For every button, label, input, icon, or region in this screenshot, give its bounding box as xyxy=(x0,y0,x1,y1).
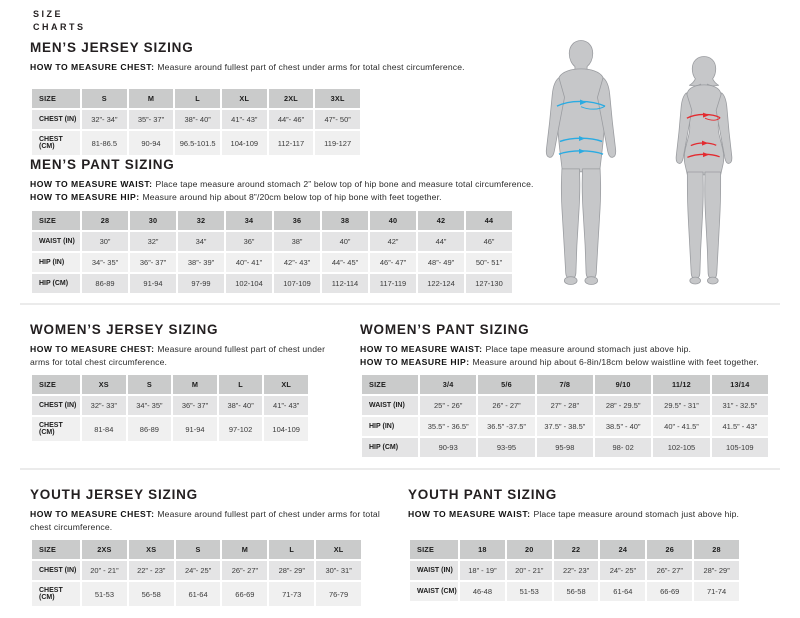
size-table-row xyxy=(362,417,768,436)
size-value-cell: 38”- 40” xyxy=(219,396,263,415)
size-value-cell: 26”- 27” xyxy=(647,561,692,580)
size-value-cell: 66-69 xyxy=(647,582,692,601)
size-table-header-row xyxy=(410,540,739,559)
size-value-cell: 71-74 xyxy=(694,582,739,601)
size-value-cell: 32”- 34” xyxy=(82,110,127,129)
size-table-header-row xyxy=(32,89,360,108)
size-value-cell: 51-53 xyxy=(507,582,552,601)
size-value-cell: 36”- 37” xyxy=(130,253,176,272)
size-value-cell: 38”- 39” xyxy=(178,253,224,272)
size-column-label: SIZE xyxy=(32,375,80,394)
size-header-cell: 42 xyxy=(418,211,464,230)
size-value-cell: 25” - 26” xyxy=(420,396,476,415)
size-header-cell: 3/4 xyxy=(420,375,476,394)
size-header-cell: L xyxy=(175,89,220,108)
measure-note-label: HOW TO MEASURE WAIST: xyxy=(30,179,156,190)
measurement-row-label: CHEST (IN) xyxy=(32,396,80,415)
size-value-cell: 56-58 xyxy=(554,582,599,601)
size-value-cell: 107-109 xyxy=(274,274,320,293)
size-value-cell: 104-109 xyxy=(222,131,267,155)
size-table-row xyxy=(32,274,512,293)
size-value-cell: 32” xyxy=(130,232,176,251)
size-value-cell: 127-130 xyxy=(466,274,512,293)
size-header-cell: 36 xyxy=(274,211,320,230)
size-table xyxy=(360,373,770,459)
size-value-cell: 40”- 41” xyxy=(226,253,272,272)
size-header-cell: 22 xyxy=(554,540,599,559)
size-header-cell: 5/6 xyxy=(478,375,534,394)
size-header-cell: XL xyxy=(222,89,267,108)
measurement-row-label: WAIST (IN) xyxy=(32,232,80,251)
size-value-cell: 41”- 43” xyxy=(222,110,267,129)
measurement-row-label: CHEST (IN) xyxy=(32,110,80,129)
measure-note-label: HOW TO MEASURE CHEST: xyxy=(30,509,158,520)
size-value-cell: 117-119 xyxy=(370,274,416,293)
size-value-cell: 104-109 xyxy=(264,417,308,441)
size-header-cell: 40 xyxy=(370,211,416,230)
size-value-cell: 36.5” -37.5” xyxy=(478,417,534,436)
size-value-cell: 28” - 29.5” xyxy=(595,396,651,415)
size-table-row xyxy=(32,110,360,129)
measurement-row-label: HIP (CM) xyxy=(362,438,418,457)
measure-note-text: Place tape measure around stomach just above hip. xyxy=(533,509,740,520)
size-table xyxy=(30,87,362,157)
size-table-header-row xyxy=(362,375,768,394)
size-header-cell: XS xyxy=(82,375,126,394)
size-table-header-row xyxy=(32,211,512,230)
section-notes xyxy=(408,508,772,521)
mens-pant-table-wrap xyxy=(30,209,514,295)
section-notes xyxy=(30,508,380,534)
size-header-cell: 3XL xyxy=(315,89,360,108)
size-value-cell: 122-124 xyxy=(418,274,464,293)
youth-pant-table-wrap xyxy=(408,538,741,603)
size-value-cell: 26”- 27” xyxy=(222,561,267,580)
womens-jersey-section xyxy=(30,323,330,443)
measure-note-label: HOW TO MEASURE CHEST: xyxy=(30,344,158,355)
section-notes xyxy=(360,343,772,369)
measure-note-label: HOW TO MEASURE CHEST: xyxy=(30,62,158,73)
size-value-cell: 61-64 xyxy=(176,582,221,606)
size-value-cell: 42” xyxy=(370,232,416,251)
size-value-cell: 102-104 xyxy=(226,274,272,293)
size-header-cell: XL xyxy=(264,375,308,394)
section-title: WOMEN’S JERSEY SIZING xyxy=(30,322,219,337)
measurement-row-label: HIP (CM) xyxy=(32,274,80,293)
size-header-cell: S xyxy=(128,375,172,394)
size-value-cell: 71-73 xyxy=(269,582,314,606)
size-value-cell: 30” xyxy=(82,232,128,251)
size-value-cell: 91-94 xyxy=(173,417,217,441)
size-table-row xyxy=(32,561,361,580)
size-value-cell: 47”- 50” xyxy=(315,110,360,129)
section-notes xyxy=(30,178,560,204)
measure-note-label: HOW TO MEASURE HIP: xyxy=(30,192,143,203)
size-value-cell: 93-95 xyxy=(478,438,534,457)
size-header-cell: 13/14 xyxy=(712,375,768,394)
size-value-cell: 34”- 35” xyxy=(128,396,172,415)
size-value-cell: 112-117 xyxy=(269,131,314,155)
size-value-cell: 46” xyxy=(466,232,512,251)
size-header-cell: 2XS xyxy=(82,540,127,559)
measure-note-text: Place tape measure around stomach 2” below top of hip bone and measure total circumference. xyxy=(155,179,534,190)
measurement-row-label: CHEST (CM) xyxy=(32,131,80,155)
size-header-cell: L xyxy=(269,540,314,559)
size-value-cell: 41.5” - 43” xyxy=(712,417,768,436)
page-title-line2: CHARTS xyxy=(33,21,86,32)
size-value-cell: 20” - 21” xyxy=(507,561,552,580)
size-value-cell: 44”- 45” xyxy=(322,253,368,272)
male-silhouette xyxy=(532,37,630,289)
measure-note xyxy=(30,508,380,534)
size-column-label: SIZE xyxy=(32,540,80,559)
size-value-cell: 38.5” - 40” xyxy=(595,417,651,436)
size-value-cell: 28”- 29” xyxy=(269,561,314,580)
size-table-row xyxy=(410,561,739,580)
measurement-row-label: CHEST (IN) xyxy=(32,561,80,580)
size-value-cell: 46-48 xyxy=(460,582,505,601)
size-table-row xyxy=(362,396,768,415)
size-value-cell: 36” xyxy=(226,232,272,251)
page-title-line1: SIZE xyxy=(33,9,64,19)
size-value-cell: 24”- 25” xyxy=(176,561,221,580)
size-header-cell: L xyxy=(219,375,263,394)
size-header-cell: 28 xyxy=(694,540,739,559)
measurement-row-label: CHEST (CM) xyxy=(32,582,80,606)
size-header-cell: 18 xyxy=(460,540,505,559)
size-value-cell: 42”- 43” xyxy=(274,253,320,272)
size-value-cell: 44”- 46” xyxy=(269,110,314,129)
size-value-cell: 31” - 32.5” xyxy=(712,396,768,415)
section-title: YOUTH PANT SIZING xyxy=(408,487,558,502)
measure-note-text: Measure around fullest part of chest under arms for total chest circumference. xyxy=(157,62,465,73)
size-header-cell: 24 xyxy=(600,540,645,559)
size-value-cell: 48”- 49” xyxy=(418,253,464,272)
size-value-cell: 97-99 xyxy=(178,274,224,293)
size-value-cell: 34” xyxy=(178,232,224,251)
measurement-row-label: HIP (IN) xyxy=(32,253,80,272)
size-value-cell: 41”- 43” xyxy=(264,396,308,415)
size-header-cell: 7/8 xyxy=(537,375,593,394)
male-body-shape xyxy=(546,41,615,285)
size-value-cell: 46”- 47” xyxy=(370,253,416,272)
size-value-cell: 26” - 27” xyxy=(478,396,534,415)
mens-jersey-section xyxy=(30,41,560,153)
youth-pant-section xyxy=(408,488,772,613)
measure-note xyxy=(30,191,560,204)
size-header-cell: M xyxy=(222,540,267,559)
womens-jersey-table-wrap xyxy=(30,373,310,443)
size-value-cell: 90-93 xyxy=(420,438,476,457)
size-header-cell: 38 xyxy=(322,211,368,230)
size-column-label: SIZE xyxy=(362,375,418,394)
size-value-cell: 27” - 28” xyxy=(537,396,593,415)
size-header-cell: 9/10 xyxy=(595,375,651,394)
size-header-cell: S xyxy=(176,540,221,559)
size-value-cell: 37.5” - 38.5” xyxy=(537,417,593,436)
size-header-cell: M xyxy=(173,375,217,394)
size-table-header-row xyxy=(32,540,361,559)
section-title: YOUTH JERSEY SIZING xyxy=(30,487,198,502)
size-table-row xyxy=(32,582,361,606)
size-value-cell: 24”- 25” xyxy=(600,561,645,580)
size-value-cell: 86-89 xyxy=(82,274,128,293)
size-value-cell: 81-86.5 xyxy=(82,131,127,155)
measure-note xyxy=(360,343,772,356)
size-value-cell: 96.5-101.5 xyxy=(175,131,220,155)
size-table-row xyxy=(32,253,512,272)
size-value-cell: 91-94 xyxy=(130,274,176,293)
size-value-cell: 86-89 xyxy=(128,417,172,441)
size-header-cell: 44 xyxy=(466,211,512,230)
size-table-row xyxy=(32,232,512,251)
measurement-row-label: WAIST (IN) xyxy=(362,396,418,415)
section-notes xyxy=(30,61,560,74)
size-column-label: SIZE xyxy=(32,89,80,108)
size-value-cell: 95-98 xyxy=(537,438,593,457)
size-header-cell: XL xyxy=(316,540,361,559)
measure-note xyxy=(408,508,772,521)
section-divider xyxy=(20,468,780,470)
measure-note xyxy=(30,178,560,191)
measure-note-text: Measure around hip about 8”/20cm below top of hip bone with feet together. xyxy=(142,192,442,203)
size-header-cell: 28 xyxy=(82,211,128,230)
measurement-row-label: WAIST (IN) xyxy=(410,561,458,580)
measure-note xyxy=(360,356,772,369)
measure-note xyxy=(30,61,560,74)
size-column-label: SIZE xyxy=(32,211,80,230)
measurement-row-label: HIP (IN) xyxy=(362,417,418,436)
size-header-cell: 30 xyxy=(130,211,176,230)
size-value-cell: 66-69 xyxy=(222,582,267,606)
size-value-cell: 51-53 xyxy=(82,582,127,606)
size-table xyxy=(30,209,514,295)
measure-note-text: Measure around fullest part of chest under arms for total chest circumference. xyxy=(30,509,380,533)
measure-note xyxy=(30,343,330,369)
size-value-cell: 105-109 xyxy=(712,438,768,457)
size-table-row xyxy=(32,396,308,415)
size-value-cell: 28”- 29” xyxy=(694,561,739,580)
size-value-cell: 81-84 xyxy=(82,417,126,441)
size-value-cell: 44” xyxy=(418,232,464,251)
size-value-cell: 112-114 xyxy=(322,274,368,293)
size-header-cell: 11/12 xyxy=(653,375,709,394)
size-value-cell: 18” - 19” xyxy=(460,561,505,580)
size-header-cell: 20 xyxy=(507,540,552,559)
size-header-cell: 2XL xyxy=(269,89,314,108)
size-table-header-row xyxy=(32,375,308,394)
size-value-cell: 30”- 31” xyxy=(316,561,361,580)
size-value-cell: 34”- 35” xyxy=(82,253,128,272)
size-header-cell: M xyxy=(129,89,174,108)
measure-note-text: Measure around fullest part of chest under arms for total chest circumference. xyxy=(30,344,326,368)
size-value-cell: 38” xyxy=(274,232,320,251)
page-title xyxy=(33,8,86,33)
size-value-cell: 98- 02 xyxy=(595,438,651,457)
size-value-cell: 76-79 xyxy=(316,582,361,606)
section-title: MEN’S JERSEY SIZING xyxy=(30,40,194,55)
size-table-row xyxy=(32,417,308,441)
size-header-cell: 26 xyxy=(647,540,692,559)
size-value-cell: 40” - 41.5” xyxy=(653,417,709,436)
female-body-shape xyxy=(676,57,732,284)
size-header-cell: 32 xyxy=(178,211,224,230)
size-value-cell: 22” - 23” xyxy=(129,561,174,580)
measure-note-label: HOW TO MEASURE WAIST: xyxy=(360,344,486,355)
female-silhouette xyxy=(659,53,749,289)
measurement-row-label: CHEST (CM) xyxy=(32,417,80,441)
size-value-cell: 56-58 xyxy=(129,582,174,606)
size-value-cell: 90-94 xyxy=(129,131,174,155)
womens-pant-table-wrap xyxy=(360,373,770,459)
size-value-cell: 22”- 23” xyxy=(554,561,599,580)
size-header-cell: S xyxy=(82,89,127,108)
size-value-cell: 61-64 xyxy=(600,582,645,601)
section-notes xyxy=(30,343,330,369)
youth-jersey-table-wrap xyxy=(30,538,363,608)
size-value-cell: 102-105 xyxy=(653,438,709,457)
size-value-cell: 36”- 37” xyxy=(173,396,217,415)
size-table xyxy=(408,538,741,603)
size-value-cell: 32”- 33” xyxy=(82,396,126,415)
measure-note-label: HOW TO MEASURE WAIST: xyxy=(408,509,534,520)
size-value-cell: 29.5” - 31” xyxy=(653,396,709,415)
measure-note-label: HOW TO MEASURE HIP: xyxy=(360,357,473,368)
mens-jersey-table-wrap xyxy=(30,87,362,157)
size-value-cell: 97-102 xyxy=(219,417,263,441)
size-value-cell: 40” xyxy=(322,232,368,251)
size-value-cell: 35”- 37” xyxy=(129,110,174,129)
section-divider xyxy=(20,303,780,305)
mens-pant-section xyxy=(30,158,560,293)
measure-note-text: Place tape measure around stomach just above hip. xyxy=(485,344,692,355)
size-value-cell: 119-127 xyxy=(315,131,360,155)
size-table-row xyxy=(410,582,739,601)
size-value-cell: 50”- 51” xyxy=(466,253,512,272)
size-value-cell: 20” - 21” xyxy=(82,561,127,580)
measure-note-text: Measure around hip about 6-8in/18cm below waistline with feet together. xyxy=(472,357,759,368)
size-header-cell: XS xyxy=(129,540,174,559)
size-value-cell: 35.5” - 36.5” xyxy=(420,417,476,436)
size-header-cell: 34 xyxy=(226,211,272,230)
womens-pant-section xyxy=(360,323,772,458)
size-table-row xyxy=(362,438,768,457)
size-table xyxy=(30,538,363,608)
size-column-label: SIZE xyxy=(410,540,458,559)
youth-jersey-section xyxy=(30,488,380,613)
size-table xyxy=(30,373,310,443)
section-title: WOMEN’S PANT SIZING xyxy=(360,322,530,337)
section-title: MEN’S PANT SIZING xyxy=(30,157,175,172)
size-table-row xyxy=(32,131,360,155)
measurement-row-label: WAIST (CM) xyxy=(410,582,458,601)
size-value-cell: 38”- 40” xyxy=(175,110,220,129)
